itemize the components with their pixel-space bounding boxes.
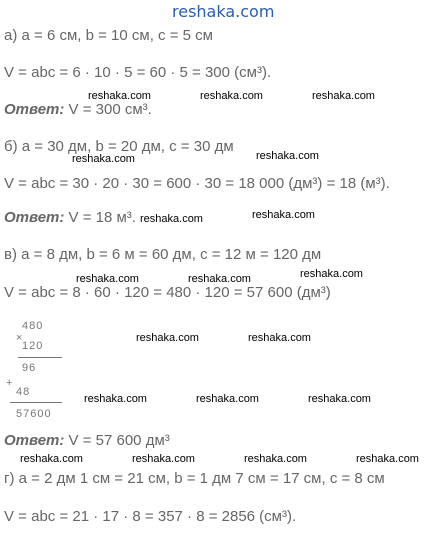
watermark: reshaka.com — [136, 332, 199, 344]
watermark: reshaka.com — [84, 393, 147, 405]
answer-value: V = 300 см³. — [68, 101, 152, 118]
answer-label: Ответ: — [4, 101, 65, 118]
calc-line — [18, 357, 62, 358]
site-title: reshaka.com — [172, 2, 275, 21]
formula-c: V = abc = 8 · 60 · 120 = 480 · 120 = 57 600 (дм³) — [4, 284, 331, 301]
watermark: reshaka.com — [200, 90, 263, 102]
calc-line — [10, 402, 62, 403]
condition-d: г) a = 2 дм 1 см = 21 см, b = 1 дм 7 см = 17 см, c = 8 см — [4, 470, 385, 487]
watermark: reshaka.com — [20, 453, 83, 465]
answer-value: V = 57 600 дм³ — [68, 432, 170, 449]
watermark: reshaka.com — [300, 268, 363, 280]
answer-label: Ответ: — [4, 432, 65, 449]
answer-label: Ответ: — [4, 209, 65, 226]
watermark: reshaka.com — [76, 273, 139, 285]
condition-b: б) a = 30 дм, b = 20 дм, c = 30 дм — [4, 138, 234, 155]
watermark: reshaka.com — [256, 150, 319, 162]
answer-a — [4, 101, 152, 118]
answer-value: V = 18 м³. — [68, 209, 136, 226]
watermark: reshaka.com — [188, 273, 251, 285]
formula-b: V = abc = 30 · 20 · 30 = 600 · 30 = 18 000 (дм³) = 18 (м³). — [4, 175, 390, 192]
multiplicand: 480 — [22, 320, 44, 332]
calc-result: 57600 — [16, 408, 52, 420]
formula-a: V = abc = 6 · 10 · 5 = 60 · 5 = 300 (см³). — [4, 64, 272, 81]
condition-c: в) a = 8 дм, b = 6 м = 60 дм, c = 12 м = 120 дм — [4, 246, 322, 263]
watermark: reshaka.com — [356, 453, 419, 465]
watermark: reshaka.com — [132, 453, 195, 465]
watermark: reshaka.com — [88, 90, 151, 102]
watermark: reshaka.com — [252, 209, 315, 221]
watermark: reshaka.com — [140, 213, 203, 225]
multiply-sign: × — [16, 332, 24, 344]
plus-sign: + — [6, 377, 14, 389]
watermark: reshaka.com — [308, 393, 371, 405]
partial-product-1: 96 — [22, 362, 37, 374]
condition-a: а) a = 6 см, b = 10 см, c = 5 см — [4, 27, 213, 44]
watermark: reshaka.com — [248, 332, 311, 344]
partial-product-2: 48 — [16, 386, 31, 398]
watermark: reshaka.com — [196, 393, 259, 405]
multiplier: 120 — [22, 340, 44, 352]
watermark: reshaka.com — [312, 90, 375, 102]
answer-c — [4, 432, 170, 449]
answer-b — [4, 209, 136, 226]
watermark: reshaka.com — [72, 153, 135, 165]
watermark: reshaka.com — [244, 453, 307, 465]
formula-d: V = abc = 21 · 17 · 8 = 357 · 8 = 2856 (см³). — [4, 508, 297, 525]
